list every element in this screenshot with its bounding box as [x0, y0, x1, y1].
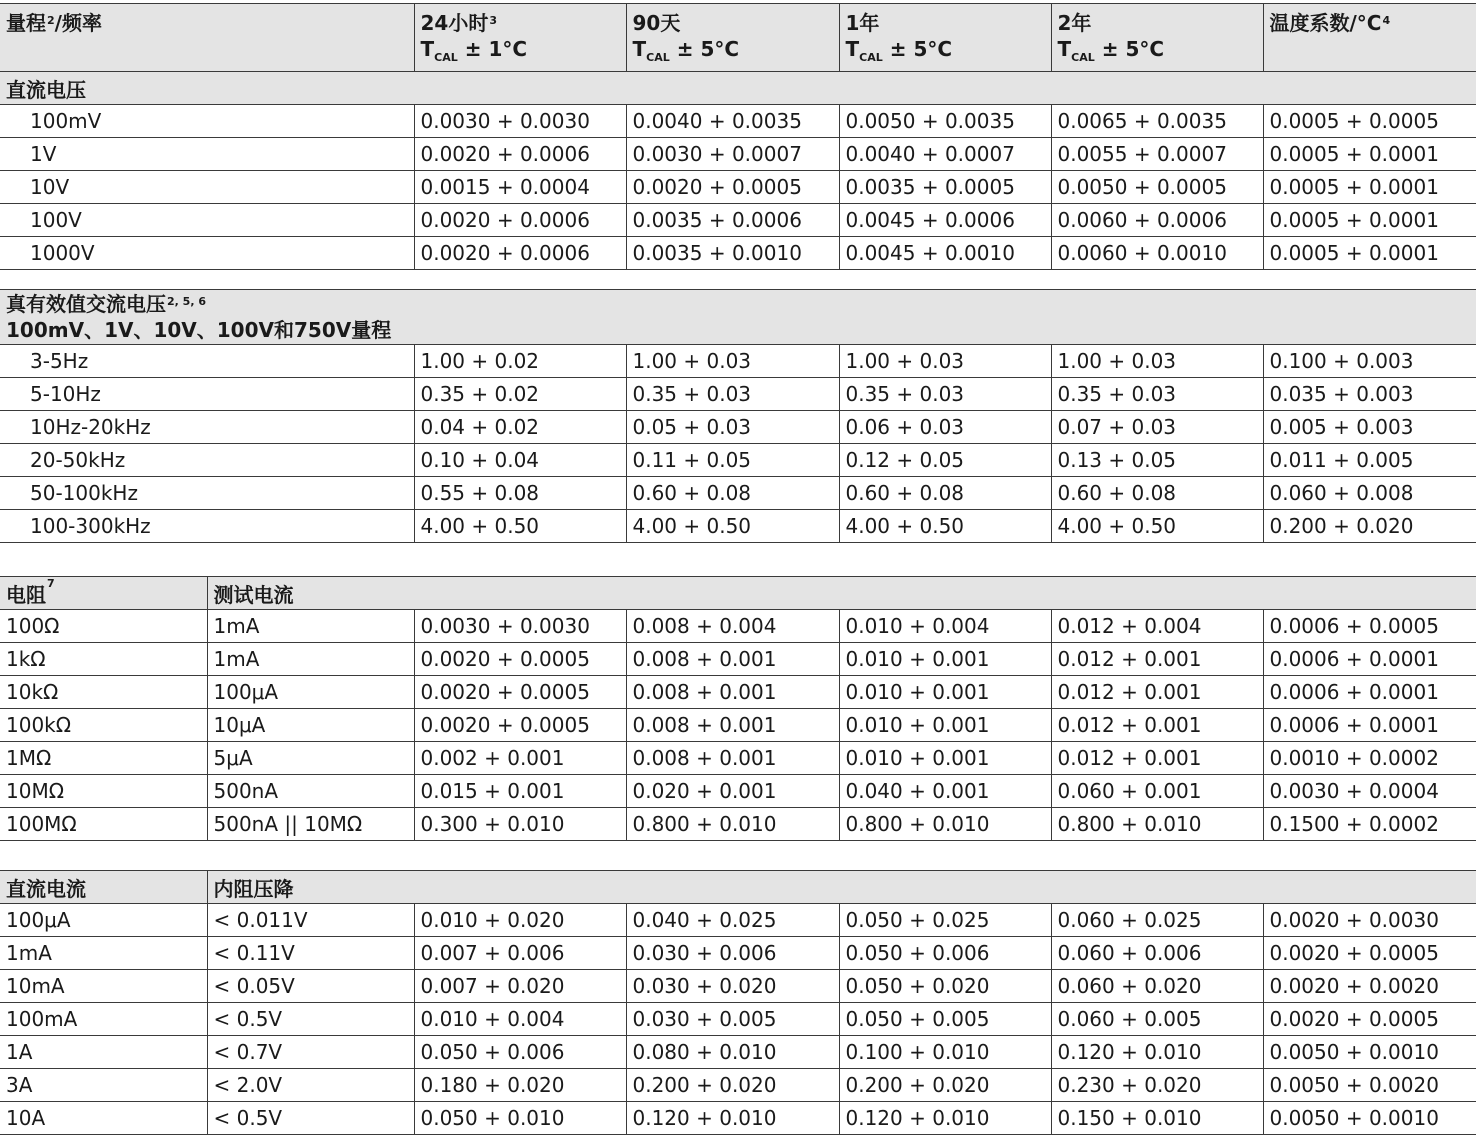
- table-cell: 0.0010 + 0.0002: [1263, 742, 1476, 775]
- table-cell: 0.030 + 0.005: [626, 1003, 839, 1036]
- table-cell: 500nA: [207, 775, 414, 808]
- table-cell: 0.1500 + 0.0002: [1263, 808, 1476, 841]
- table-row: [0, 808, 1476, 841]
- table-cell: 0.0035 + 0.0010: [626, 237, 839, 270]
- table-cell: 0.0035 + 0.0006: [626, 204, 839, 237]
- table-cell: 0.0030 + 0.0007: [626, 138, 839, 171]
- table-cell: 0.010 + 0.004: [839, 610, 1051, 643]
- section-title: 真有效值交流电压$^{2, 5, 6}$ 100mV、1V、10V、100V和750V量程: [0, 290, 1476, 345]
- table-cell: 0.800 + 0.010: [1051, 808, 1263, 841]
- table-cell: 0.0045 + 0.0006: [839, 204, 1051, 237]
- table-cell: 0.012 + 0.001: [1051, 643, 1263, 676]
- table-row: [0, 937, 1476, 970]
- table-cell: 0.35 + 0.02: [414, 378, 626, 411]
- row-label: 1mA: [0, 937, 207, 970]
- table-cell: 0.0050 + 0.0020: [1263, 1069, 1476, 1102]
- table-row: [0, 204, 1476, 237]
- section-title-row: [0, 871, 1476, 904]
- section-subcol: 内阻压降: [207, 871, 1476, 904]
- table-cell: 0.0050 + 0.0010: [1263, 1102, 1476, 1135]
- table-cell: 0.030 + 0.020: [626, 970, 839, 1003]
- header-row: [0, 4, 1476, 72]
- table-cell: 0.0050 + 0.0035: [839, 105, 1051, 138]
- table-cell: 0.0040 + 0.0035: [626, 105, 839, 138]
- table-cell: 0.180 + 0.020: [414, 1069, 626, 1102]
- table-cell: 5μA: [207, 742, 414, 775]
- table-cell: 0.0020 + 0.0005: [414, 643, 626, 676]
- table-cell: 0.015 + 0.001: [414, 775, 626, 808]
- table-row: [0, 970, 1476, 1003]
- table-cell: 0.60 + 0.08: [1051, 477, 1263, 510]
- table-row: [0, 709, 1476, 742]
- table-cell: 0.0065 + 0.0035: [1051, 105, 1263, 138]
- row-label: 3A: [0, 1069, 207, 1102]
- table-cell: 500nA || 10MΩ: [207, 808, 414, 841]
- table-cell: 0.0045 + 0.0010: [839, 237, 1051, 270]
- table-cell: 0.0030 + 0.0030: [414, 610, 626, 643]
- table-row: [0, 510, 1476, 543]
- table-cell: 1.00 + 0.03: [839, 345, 1051, 378]
- row-label: 10V: [0, 171, 414, 204]
- dci-table: [0, 870, 1476, 1135]
- table-cell: 0.0020 + 0.0030: [1263, 904, 1476, 937]
- table-row: [0, 775, 1476, 808]
- table-cell: 0.012 + 0.001: [1051, 742, 1263, 775]
- row-label: 100mV: [0, 105, 414, 138]
- table-cell: 0.0030 + 0.0004: [1263, 775, 1476, 808]
- table-cell: 0.0060 + 0.0010: [1051, 237, 1263, 270]
- table-cell: 0.35 + 0.03: [839, 378, 1051, 411]
- table-cell: 0.030 + 0.006: [626, 937, 839, 970]
- table-cell: 100μA: [207, 676, 414, 709]
- row-label: 100Ω: [0, 610, 207, 643]
- table-cell: 0.010 + 0.020: [414, 904, 626, 937]
- table-cell: 0.060 + 0.005: [1051, 1003, 1263, 1036]
- row-label: 1kΩ: [0, 643, 207, 676]
- table-cell: 0.120 + 0.010: [1051, 1036, 1263, 1069]
- table-cell: 0.0020 + 0.0005: [1263, 937, 1476, 970]
- dci-body: [0, 904, 1476, 1135]
- table-row: [0, 411, 1476, 444]
- row-label: 3-5Hz: [0, 345, 414, 378]
- header-temp-coef: 温度系数$/^\circ C^4$: [1263, 4, 1476, 72]
- table-cell: 0.0006 + 0.0001: [1263, 676, 1476, 709]
- table-cell: 0.010 + 0.004: [414, 1003, 626, 1036]
- table-cell: 0.060 + 0.020: [1051, 970, 1263, 1003]
- table-cell: 0.0040 + 0.0007: [839, 138, 1051, 171]
- table-row: [0, 1102, 1476, 1135]
- acv-body: [0, 345, 1476, 543]
- table-row: [0, 378, 1476, 411]
- row-label: 5-10Hz: [0, 378, 414, 411]
- row-label: 10MΩ: [0, 775, 207, 808]
- row-label: 100μA: [0, 904, 207, 937]
- table-cell: 0.120 + 0.010: [626, 1102, 839, 1135]
- row-label: 100-300kHz: [0, 510, 414, 543]
- table-cell: < 0.011V: [207, 904, 414, 937]
- table-cell: 4.00 + 0.50: [626, 510, 839, 543]
- table-cell: 0.0050 + 0.0010: [1263, 1036, 1476, 1069]
- table-cell: 0.0020 + 0.0020: [1263, 970, 1476, 1003]
- table-cell: 0.0006 + 0.0005: [1263, 610, 1476, 643]
- section-subcol: 测试电流: [207, 577, 1476, 610]
- table-row: [0, 1036, 1476, 1069]
- row-label: 100kΩ: [0, 709, 207, 742]
- table-cell: 1.00 + 0.03: [626, 345, 839, 378]
- table-cell: 0.008 + 0.001: [626, 709, 839, 742]
- table-row: [0, 676, 1476, 709]
- table-cell: 0.35 + 0.03: [1051, 378, 1263, 411]
- table-cell: 0.100 + 0.003: [1263, 345, 1476, 378]
- table-cell: 0.002 + 0.001: [414, 742, 626, 775]
- section-title-row: [0, 290, 1476, 345]
- table-cell: 0.800 + 0.010: [839, 808, 1051, 841]
- table-cell: < 0.5V: [207, 1102, 414, 1135]
- table-cell: 0.050 + 0.020: [839, 970, 1051, 1003]
- table-cell: 0.0020 + 0.0005: [1263, 1003, 1476, 1036]
- row-label: 100V: [0, 204, 414, 237]
- table-cell: 0.0020 + 0.0005: [626, 171, 839, 204]
- table-cell: 1.00 + 0.03: [1051, 345, 1263, 378]
- table-cell: 0.35 + 0.03: [626, 378, 839, 411]
- table-cell: 0.60 + 0.08: [839, 477, 1051, 510]
- table-cell: 0.050 + 0.025: [839, 904, 1051, 937]
- table-cell: 0.0020 + 0.0006: [414, 237, 626, 270]
- table-cell: 0.0020 + 0.0006: [414, 204, 626, 237]
- table-cell: 10μA: [207, 709, 414, 742]
- table-cell: 0.13 + 0.05: [1051, 444, 1263, 477]
- table-cell: 0.012 + 0.004: [1051, 610, 1263, 643]
- table-row: [0, 904, 1476, 937]
- table-cell: 0.005 + 0.003: [1263, 411, 1476, 444]
- table-cell: 0.150 + 0.010: [1051, 1102, 1263, 1135]
- row-label: 1MΩ: [0, 742, 207, 775]
- table-cell: < 0.05V: [207, 970, 414, 1003]
- table-cell: 0.0005 + 0.0005: [1263, 105, 1476, 138]
- section-title: 电阻$^7$: [0, 577, 207, 610]
- table-cell: 0.07 + 0.03: [1051, 411, 1263, 444]
- table-cell: 0.0060 + 0.0006: [1051, 204, 1263, 237]
- table-cell: 0.007 + 0.006: [414, 937, 626, 970]
- header-24h: 24小时$^3$ $T_{CAL} \pm 1^\circ C$: [414, 4, 626, 72]
- table-cell: 0.0005 + 0.0001: [1263, 204, 1476, 237]
- table-cell: 0.0005 + 0.0001: [1263, 138, 1476, 171]
- table-cell: 0.06 + 0.03: [839, 411, 1051, 444]
- table-cell: 0.0020 + 0.0006: [414, 138, 626, 171]
- table-cell: 0.008 + 0.001: [626, 643, 839, 676]
- dcv-table: [0, 3, 1476, 270]
- table-cell: 0.300 + 0.010: [414, 808, 626, 841]
- table-cell: 0.04 + 0.02: [414, 411, 626, 444]
- table-cell: 0.0005 + 0.0001: [1263, 237, 1476, 270]
- row-label: 1V: [0, 138, 414, 171]
- section-title-row: [0, 72, 1476, 105]
- table-cell: 0.010 + 0.001: [839, 643, 1051, 676]
- table-row: [0, 477, 1476, 510]
- section-title-row: [0, 577, 1476, 610]
- dcv-body: [0, 105, 1476, 270]
- table-cell: 0.0035 + 0.0005: [839, 171, 1051, 204]
- table-cell: 0.050 + 0.010: [414, 1102, 626, 1135]
- table-cell: 4.00 + 0.50: [839, 510, 1051, 543]
- table-cell: < 0.5V: [207, 1003, 414, 1036]
- table-cell: 0.008 + 0.004: [626, 610, 839, 643]
- table-row: [0, 643, 1476, 676]
- res-table: [0, 576, 1476, 841]
- header-range: 量程$^2$/频率: [0, 4, 414, 72]
- table-cell: 0.035 + 0.003: [1263, 378, 1476, 411]
- table-cell: 0.007 + 0.020: [414, 970, 626, 1003]
- table-row: [0, 171, 1476, 204]
- row-label: 100MΩ: [0, 808, 207, 841]
- table-cell: 0.0030 + 0.0030: [414, 105, 626, 138]
- table-row: [0, 444, 1476, 477]
- table-row: [0, 1003, 1476, 1036]
- row-label: 50-100kHz: [0, 477, 414, 510]
- table-row: [0, 345, 1476, 378]
- table-cell: 4.00 + 0.50: [414, 510, 626, 543]
- acv-table: [0, 289, 1476, 543]
- table-row: [0, 1069, 1476, 1102]
- table-cell: 0.008 + 0.001: [626, 676, 839, 709]
- table-cell: 4.00 + 0.50: [1051, 510, 1263, 543]
- table-cell: 0.55 + 0.08: [414, 477, 626, 510]
- table-cell: 0.010 + 0.001: [839, 742, 1051, 775]
- table-cell: < 0.11V: [207, 937, 414, 970]
- table-cell: 0.120 + 0.010: [839, 1102, 1051, 1135]
- table-cell: 0.012 + 0.001: [1051, 709, 1263, 742]
- row-label: 1000V: [0, 237, 414, 270]
- table-cell: 0.100 + 0.010: [839, 1036, 1051, 1069]
- table-cell: 0.060 + 0.006: [1051, 937, 1263, 970]
- table-cell: 0.0020 + 0.0005: [414, 709, 626, 742]
- table-cell: 0.011 + 0.005: [1263, 444, 1476, 477]
- row-label: 10A: [0, 1102, 207, 1135]
- table-cell: 0.0050 + 0.0005: [1051, 171, 1263, 204]
- table-cell: 0.0055 + 0.0007: [1051, 138, 1263, 171]
- table-cell: 0.05 + 0.03: [626, 411, 839, 444]
- table-cell: 0.012 + 0.001: [1051, 676, 1263, 709]
- table-cell: 0.080 + 0.010: [626, 1036, 839, 1069]
- table-cell: 1mA: [207, 643, 414, 676]
- table-row: [0, 105, 1476, 138]
- header-2y: 2年 $T_{CAL} \pm 5^\circ C$: [1051, 4, 1263, 72]
- section-title: 直流电流: [0, 871, 207, 904]
- section-title: 直流电压: [0, 72, 1476, 105]
- table-cell: 0.800 + 0.010: [626, 808, 839, 841]
- table-row: [0, 610, 1476, 643]
- header-90d: 90天 $T_{CAL} \pm 5^\circ C$: [626, 4, 839, 72]
- table-cell: 0.040 + 0.025: [626, 904, 839, 937]
- table-cell: 0.60 + 0.08: [626, 477, 839, 510]
- res-body: [0, 610, 1476, 841]
- table-cell: 0.230 + 0.020: [1051, 1069, 1263, 1102]
- table-cell: 0.060 + 0.008: [1263, 477, 1476, 510]
- row-label: 20-50kHz: [0, 444, 414, 477]
- table-cell: 0.050 + 0.006: [839, 937, 1051, 970]
- table-cell: 0.050 + 0.006: [414, 1036, 626, 1069]
- row-label: 10mA: [0, 970, 207, 1003]
- table-cell: 0.060 + 0.025: [1051, 904, 1263, 937]
- table-cell: 0.10 + 0.04: [414, 444, 626, 477]
- table-cell: 0.0005 + 0.0001: [1263, 171, 1476, 204]
- table-cell: 0.11 + 0.05: [626, 444, 839, 477]
- table-cell: 0.200 + 0.020: [626, 1069, 839, 1102]
- row-label: 100mA: [0, 1003, 207, 1036]
- table-cell: 0.010 + 0.001: [839, 709, 1051, 742]
- table-row: [0, 742, 1476, 775]
- table-cell: 0.040 + 0.001: [839, 775, 1051, 808]
- table-cell: 0.0020 + 0.0005: [414, 676, 626, 709]
- table-cell: 0.010 + 0.001: [839, 676, 1051, 709]
- row-label: 10Hz-20kHz: [0, 411, 414, 444]
- header-1y: 1年 $T_{CAL} \pm 5^\circ C$: [839, 4, 1051, 72]
- table-cell: 0.0006 + 0.0001: [1263, 643, 1476, 676]
- row-label: 10kΩ: [0, 676, 207, 709]
- table-row: [0, 237, 1476, 270]
- table-cell: 0.200 + 0.020: [1263, 510, 1476, 543]
- table-cell: 0.020 + 0.001: [626, 775, 839, 808]
- table-row: [0, 138, 1476, 171]
- table-cell: 0.200 + 0.020: [839, 1069, 1051, 1102]
- table-cell: < 0.7V: [207, 1036, 414, 1069]
- table-cell: 0.060 + 0.001: [1051, 775, 1263, 808]
- table-cell: 1.00 + 0.02: [414, 345, 626, 378]
- table-cell: 0.050 + 0.005: [839, 1003, 1051, 1036]
- table-cell: < 2.0V: [207, 1069, 414, 1102]
- table-cell: 0.12 + 0.05: [839, 444, 1051, 477]
- table-cell: 0.0006 + 0.0001: [1263, 709, 1476, 742]
- table-cell: 1mA: [207, 610, 414, 643]
- row-label: 1A: [0, 1036, 207, 1069]
- table-cell: 0.008 + 0.001: [626, 742, 839, 775]
- table-cell: 0.0015 + 0.0004: [414, 171, 626, 204]
